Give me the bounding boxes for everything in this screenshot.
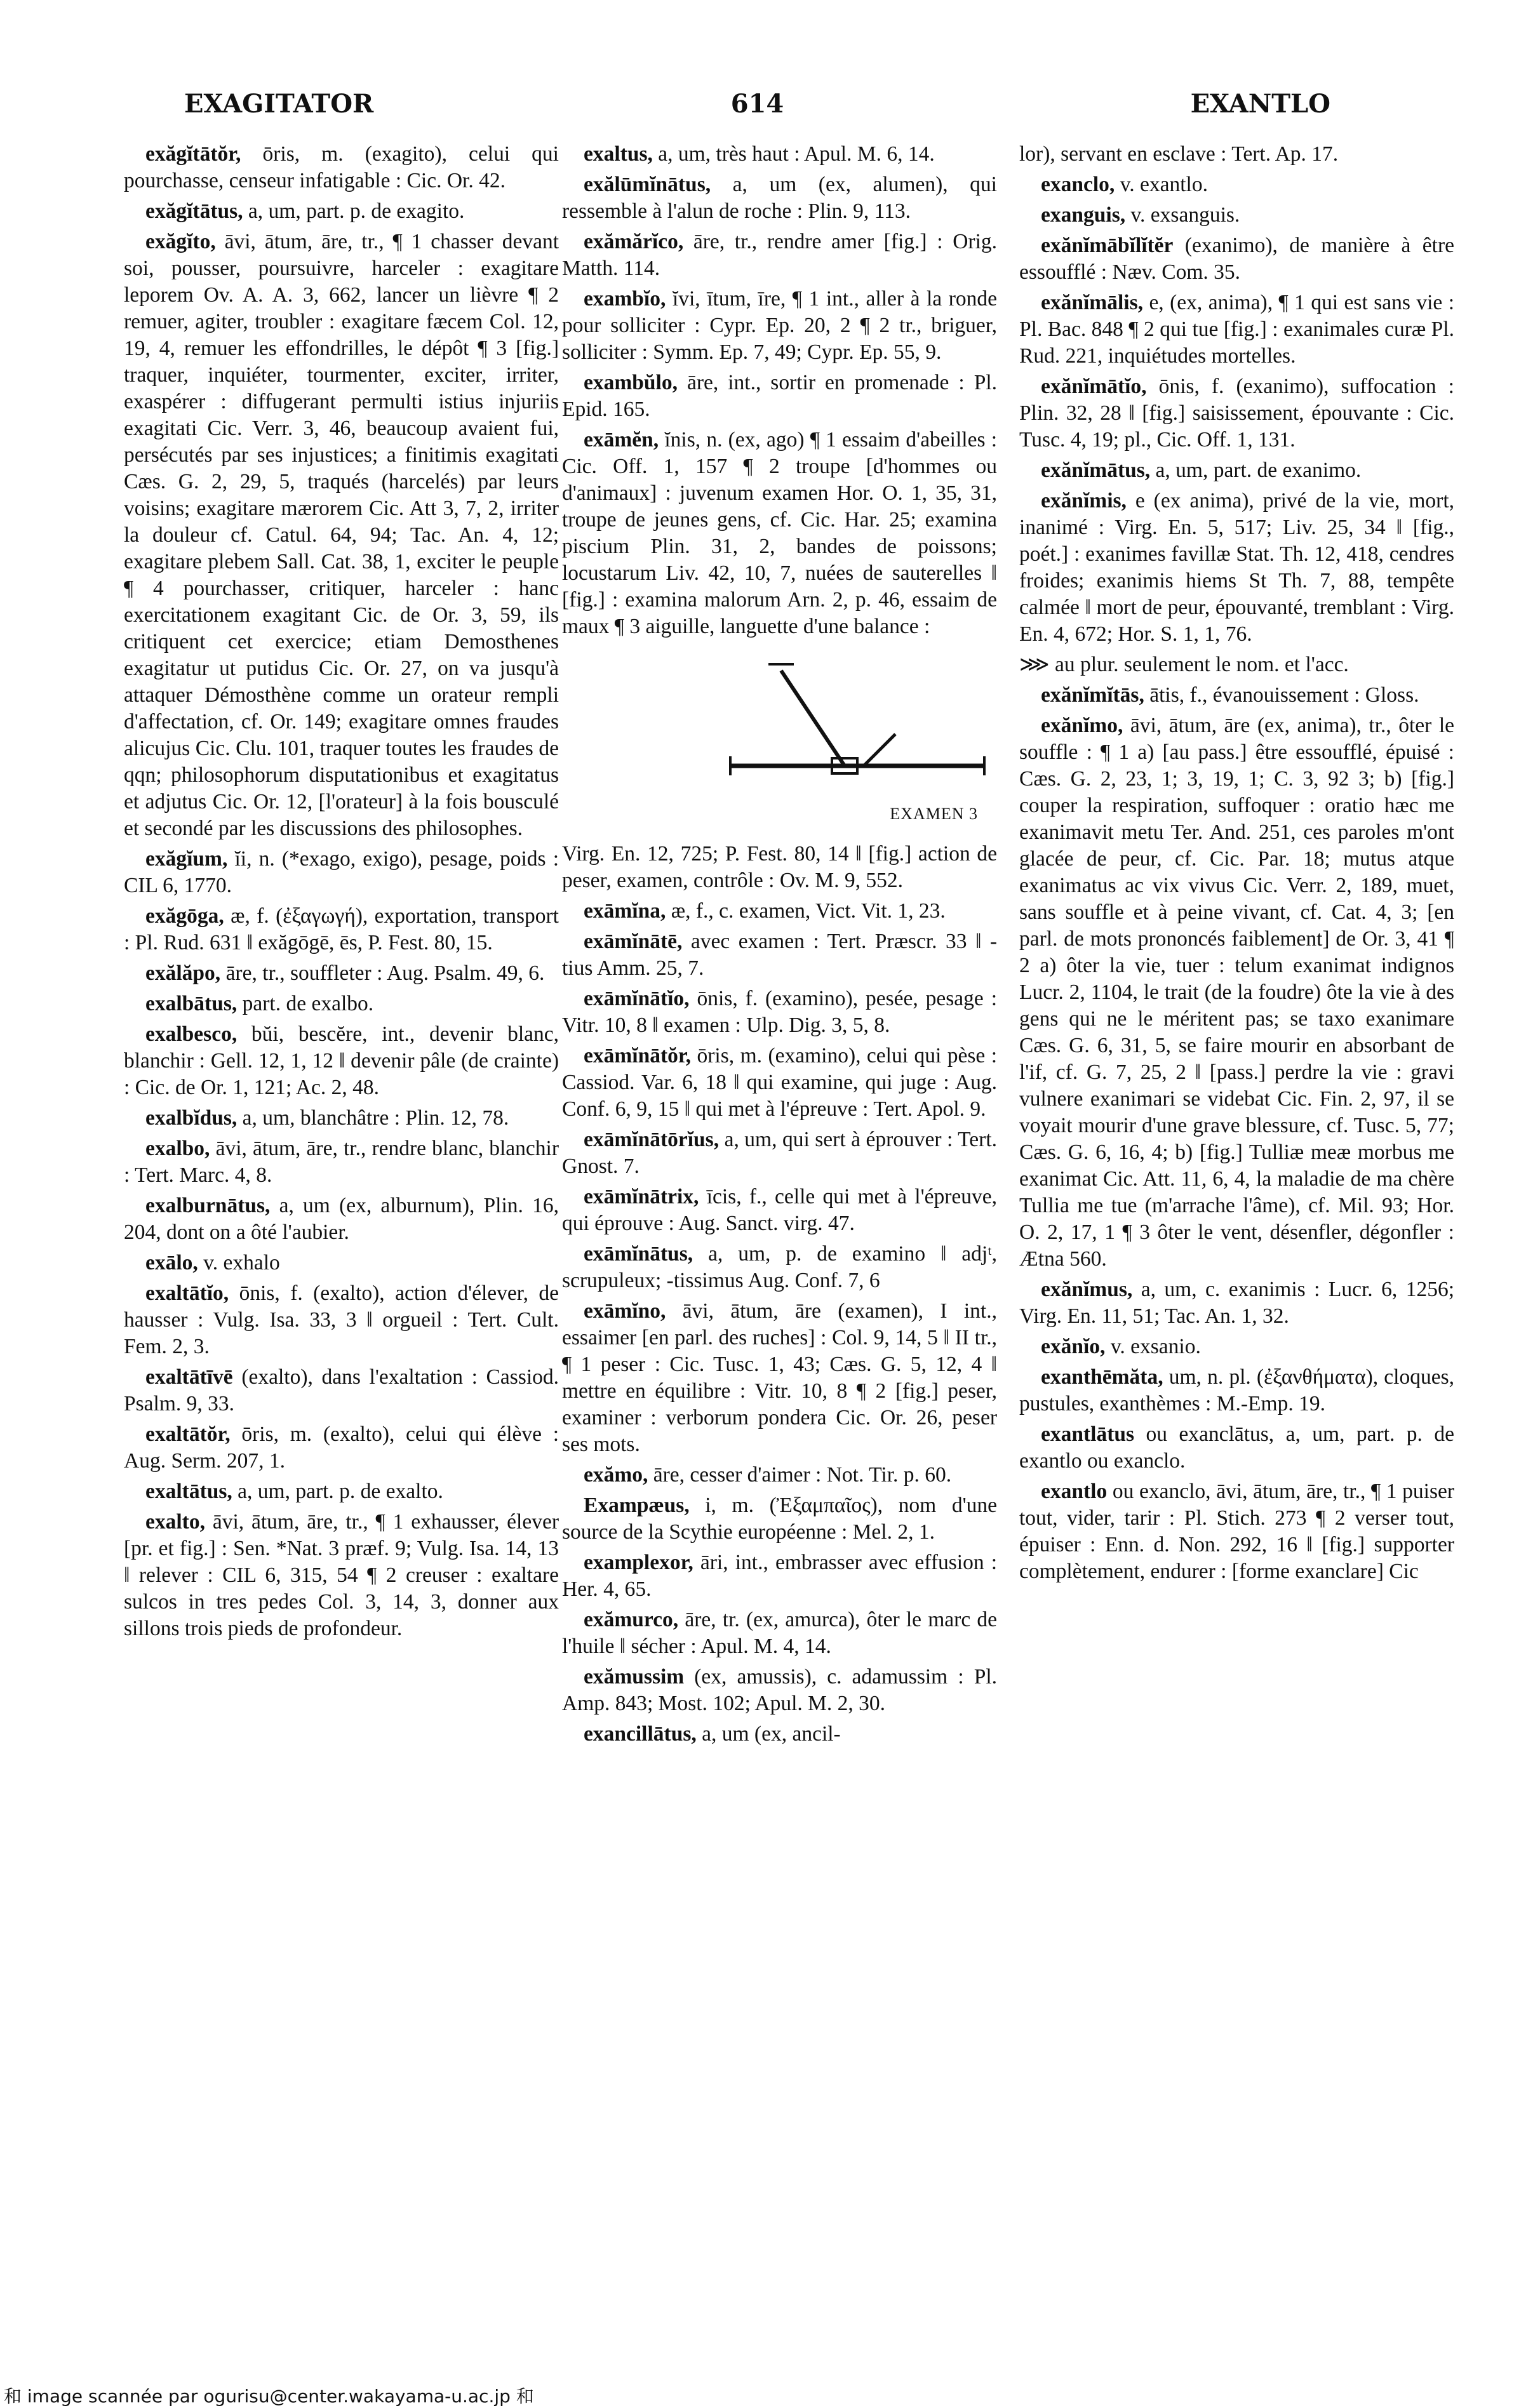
headword: exalto, [145,1510,205,1534]
dictionary-entry [124,198,559,225]
entry-definition: v. exantlo. [1120,173,1208,196]
entry-definition: ⋙ au plur. seulement le nom. et l'acc. [1019,653,1349,676]
dictionary-entry [1019,171,1454,198]
dictionary-entry [562,898,997,925]
entry-definition: (exalto), dans l'exaltation : Cassiod. Psalm. 9, 33. [124,1365,559,1415]
headword: exănĭmĭtās, [1041,683,1144,707]
headword: exāmĭna, [584,899,666,923]
entry-definition: ou exanclātus, a, um, part. p. de exantlo ou exanclo. [1019,1422,1454,1473]
dictionary-entry [1019,373,1454,453]
headword: exămo, [584,1463,648,1487]
dictionary-entry [124,1509,559,1642]
entry-definition: a, um, part. p. de exalto. [238,1480,443,1503]
entry-definition: ĭnis, n. (ex, ago) ¶ 1 essaim d'abeilles : Cic. Off. 1, 157 ¶ 2 troupe [d'hommes ou d'animaux] : juvenum examen Hor. O. 1, 35, 31, troupe de jeunes gens, cf. Cic. Har. 25; examina piscium Plin. 31, 2, bandes de poissons; locustarum Liv. 42, 10, 7, nuées de sauterelles ‖ [fig.] : examina malorum Arn. 2, p. 46, essaim de maux ¶ 3 aiguille, languette d'une balance : [562,428,998,638]
running-head-left: EXAGITATOR [184,89,374,119]
headword: exănĭmis, [1041,489,1127,512]
entry-definition: a, um, c. exanimis : Lucr. 6, 1256; Virg. En. 11, 51; Tac. An. 1, 32. [1019,1278,1454,1328]
balance-needle-figure [562,645,997,836]
entry-definition: ōris, m. (exalto), celui qui élève : Aug. Serm. 207, 1. [124,1422,559,1473]
dictionary-entry [562,1241,997,1294]
entry-definition: bŭi, bescĕre, int., devenir blanc, blanchir : Gell. 12, 1, 12 ‖ devenir pâle (de crainte) : Cic. de Or. 1, 121; Ac. 2, 48. [124,1022,559,1099]
dictionary-entry [1019,488,1454,648]
dictionary-entry [562,1127,997,1180]
entry-definition: āri, int., embrasser avec effusion : Her. 4, 65. [562,1551,997,1601]
headword: exănĭmus, [1041,1278,1133,1301]
entry-definition: Virg. En. 12, 725; P. Fest. 80, 14 ‖ [fig.] action de peser, examen, contrôle : Ov. M. 9, 552. [562,842,997,892]
dictionary-entry [1019,682,1454,709]
headword: exăgōga, [145,904,224,928]
dictionary-entry [1019,141,1454,168]
entry-definition: a, um, p. de examino ‖ adjᵗ, scrupuleux; -tissimus Aug. Conf. 7, 6 [562,1242,997,1292]
headword: exalbo, [145,1137,210,1160]
entry-definition: āre, tr., rendre amer [fig.] : Orig. Matth. 114. [562,230,998,280]
entry-definition: (ex, amussis), c. adamussim : Pl. Amp. 843; Most. 102; Apul. M. 2, 30. [562,1665,998,1715]
headword: exănĭmābĭlĭtĕr [1041,234,1174,257]
dictionary-entry [562,141,997,168]
headword: exănĭo, [1041,1335,1106,1358]
entry-definition: ātis, f., évanouissement : Gloss. [1149,683,1419,707]
entry-definition: a, um (ex, alumen), qui ressemble à l'alun de roche : Plin. 9, 113. [562,173,997,223]
dictionary-entry [562,1462,997,1488]
dictionary-entry [1019,202,1454,229]
dictionary-entry [124,1478,559,1505]
dictionary-entry [562,1664,997,1717]
entry-definition: avec examen : Tert. Præscr. 33 ‖ -tius Amm. 25, 7. [562,930,998,980]
entry-definition: a, um (ex, ancil- [702,1722,841,1746]
dictionary-entry [124,960,559,987]
dictionary-entry [1019,232,1454,286]
dictionary-entry [562,1184,997,1237]
entry-definition: a, um, blanchâtre : Plin. 12, 78. [242,1106,509,1130]
entry-definition: æ, f., c. examen, Vict. Vit. 1, 23. [671,899,946,923]
headword: exāmĭnātē, [584,930,683,953]
dictionary-entry [124,1421,559,1475]
headword: exāmĭnātĭo, [584,987,690,1010]
headword: exăgĭum, [145,847,228,871]
dictionary-entry [124,903,559,956]
headword: Exampæus, [584,1494,690,1517]
headword: exāmĕn, [584,428,659,452]
entry-definition: ĭi, n. (*exago, exigo), pesage, poids : CIL 6, 1770. [124,847,559,897]
dictionary-entry [124,229,559,842]
dictionary-entry [562,370,997,423]
headword: exancillātus, [584,1722,697,1746]
dictionary-entry [124,1280,559,1360]
dictionary-entry [124,1135,559,1189]
dictionary-entry [562,841,997,894]
headword: exāmĭno, [584,1299,666,1323]
headword: exaltātĭo, [145,1281,229,1305]
entry-definition: āvi, ātum, āre (ex, anima), tr., ôter le souffle : ¶ 1 a) [au pass.] être essoufflé, épuisé : Cæs. G. 2, 23, 1; 3, 19, 1; C. 3, 92 3; b) [fig.] couper la respiration, suffoquer : oratio hæc me exanimavit metu Ter. And. 251, ces paroles m'ont glacée de peur, cf. Cic. Par. 18; mutus atque exanimatus ac vix vivus Cic. Verr. 2, 189, muet, sans souffle et à peine vivant, cf. Cat. 4, 3; [en parl. de mots prononcés faiblement] de Or. 3, 41 ¶ 2 a) ôter la vie, tuer : telum exanimat indignos Lucr. 2, 1104, le trait (de la foudre) ôte la vie à des gens qui ne le méritent pas; se taxo exanimare Cæs. G. 6, 31, 5, se faire mourir en absorbant de l'if, cf. G. 7, 25, 2 ‖ [pass.] perdre la vie : gravi vulnere exanimari se videbat Cic. Fin. 2, 97, il se voyait mourir d'une grave blessure, cf. Tusc. 5, 77; Cæs. G. 6, 16, 4; b) [fig.] Tulliæ meæ morbus me exanimat Cic. Att. 11, 6, 4, la maladie de ma chère Tullia me tue (m'arrache l'âme), cf. Mil. 93; Hor. O. 2, 17, 1 ¶ 3 ôter le vent, désenfler, dégonfler : Ætna 560. [1019,714,1454,1271]
entry-definition: e, (ex, anima), ¶ 1 qui est sans vie : Pl. Bac. 848 ¶ 2 qui tue [fig.] : exanimales curæ Pl. Rud. 221, inquiétudes mortelles. [1019,291,1455,368]
entry-definition: ōnis, f. (examino), pesée, pesage : Vitr. 10, 8 ‖ examen : Ulp. Dig. 3, 5, 8. [562,987,997,1037]
headword: examplexor, [584,1551,693,1574]
entry-definition: āre, tr. (ex, amurca), ôter le marc de l'huile ‖ sécher : Apul. M. 4, 14. [562,1608,997,1658]
headword: exāmĭnātŏr, [584,1044,692,1067]
entry-definition: i, m. (Ἐξαμπαῖος), nom d'une source de la Scythie européenne : Mel. 2, 1. [562,1494,997,1544]
dictionary-entry [562,229,997,282]
dictionary-entry [1019,1276,1454,1330]
headword: exaltātŏr, [145,1422,231,1446]
entry-definition: v. exsanio. [1110,1335,1201,1358]
dictionary-entry [124,1193,559,1246]
headword: exālo, [145,1251,198,1274]
entry-definition: a, um, part. p. de exagito. [248,199,465,223]
entry-definition: e (ex anima), privé de la vie, mort, inanimé : Virg. En. 5, 517; Liv. 25, 34 ‖ [fig., poét.] : exanimes favillæ Stat. Th. 12, 418, cendres froides; exanimis hiems St Th. 7, 88, tempête calmée ‖ mort de peur, épouvanté, tremblant : Virg. En. 4, 672; Hor. S. 1, 1, 76. [1019,489,1454,646]
entry-definition: āvi, ātum, āre, tr., ¶ 1 chasser devant soi, pousser, poursuivre, harceler : exagitare leporem Ov. A. A. 3, 662, lancer un lièvre ¶ 2 remuer, agiter, troubler : exagitare fæcem Col. 12, 19, 4, remuer les effondrilles, le dépôt ¶ 3 [fig.] traquer, inquiéter, tourmenter, exciter, irriter, exaspérer : diffugerant permulti istius injuriis exagitati Cic. Verr. 3, 46, beaucoup avaient fui, persécutés par ses injustices; a finitimis exagitati Cæs. G. 2, 29, 5, traqués (harcelés) par leurs voisins; exagitare mærorem Cic. Att 3, 7, 2, irriter la douleur cf. Catul. 64, 94; Tac. An. 4, 12; exagitare plebem Sall. Cat. 38, 1, exciter le peuple ¶ 4 pourchasser, critiquer, harceler : hanc exercitationem exagitant Cic. de Or. 3, 59, ils critiquent cet exercice; etiam Demosthenes exagitatur ut putidus Cic. Or. 27, on va jusqu'à attaquer Démosthène comme un orateur rempli d'affectation, cf. Or. 149; exagitare omnes fraudes alicujus Cic. Clu. 101, traquer toutes les fraudes de qqn; philosophorum disputationibus et exagitatus et adjutus Cic. Or. 12, [l'orateur] à la fois bousculé et secondé par les discussions des philosophes. [124,230,559,840]
dictionary-entry [562,1721,997,1748]
headword: exaltātus, [145,1480,232,1503]
column-1 [124,141,559,1646]
entry-definition: āvi, ātum, āre, tr., ¶ 1 exhausser, élever [pr. et fig.] : Sen. *Nat. 3 præf. 9; Vulg. Isa. 14, 13 ‖ relever : CIL 6, 315, 54 ¶ 2 creuser : exaltare sulcos in tres pedes Col. 3, 14, 3, donner aux sillons trois pieds de profondeur. [124,1510,559,1640]
page-number: 614 [730,89,784,119]
headword: exantlo [1041,1480,1108,1503]
headword: exāmĭnātrix, [584,1185,699,1208]
dictionary-entry [562,1298,997,1458]
entry-definition: īcis, f., celle qui met à l'épreuve, qui éprouve : Aug. Sanct. virg. 47. [562,1185,998,1235]
headword: exalbĭdus, [145,1106,238,1130]
entry-definition: v. exhalo [203,1251,280,1274]
headword: exanclo, [1041,173,1115,196]
dictionary-entry [562,928,997,982]
dictionary-entry [1019,1334,1454,1360]
dictionary-entry [124,1105,559,1132]
headword: exănĭmo, [1041,714,1123,737]
dictionary-entry [1019,290,1454,370]
entry-definition: āre, int., sortir en promenade : Pl. Epid. 165. [562,371,998,421]
headword: exănĭmātĭo, [1041,375,1147,398]
headword: exaltus, [584,142,653,166]
headword: exămussim [584,1665,685,1689]
dictionary-entry [562,1043,997,1123]
dictionary-entry [1019,1421,1454,1475]
column-2 [562,141,997,1751]
headword: exambĭo, [584,287,666,311]
headword: exăgĭtātŏr, [145,142,241,166]
balance-needle-icon [705,645,997,798]
entry-definition: ĭvi, ītum, īre, ¶ 1 int., aller à la ronde pour solliciter : Cypr. Ep. 20, 2 ¶ 2 tr., briguer, solliciter : Symm. Ep. 7, 49; Cypr. Ep. 55, 9. [562,287,998,364]
headword: exalbātus, [145,992,238,1015]
entry-definition: āvi, ātum, āre, tr., rendre blanc, blanchir : Tert. Marc. 4, 8. [124,1137,559,1187]
entry-definition: ōnis, f. (exalto), action d'élever, de hausser : Vulg. Isa. 33, 3 ‖ orgueil : Tert. Cult. Fem. 2, 3. [124,1281,559,1358]
entry-definition: um, n. pl. (ἐξανθήματα), cloques, pustules, exanthèmes : M.-Emp. 19. [1019,1365,1455,1415]
dictionary-entry [124,1021,559,1101]
dictionary-entry [124,1250,559,1276]
running-head-right: EXANTLO [1190,89,1330,119]
dictionary-entry [124,991,559,1017]
entry-definition: a, um, très haut : Apul. M. 6, 14. [658,142,935,166]
dictionary-entry [124,1364,559,1417]
entry-definition: v. exsanguis. [1130,203,1240,227]
entry-definition: āre, tr., souffleter : Aug. Psalm. 49, 6. [225,961,545,985]
dictionary-entry [124,141,559,194]
dictionary-entry [562,427,997,640]
headword: exalbesco, [145,1022,238,1046]
dictionary-entry [562,1549,997,1603]
entry-definition: ōris, m. (examino), celui qui pèse : Cassiod. Var. 6, 18 ‖ qui examine, qui juge : Aug. Conf. 6, 9, 15 ‖ qui met à l'épreuve : Tert. Apol. 9. [562,1044,998,1121]
headword: exălăpo, [145,961,221,985]
entry-definition: āvi, ātum, āre (examen), I int., essaimer [en parl. des ruches] : Col. 9, 14, 5 ‖ II tr., ¶ 1 peser : Cic. Tusc. 1, 43; Cæs. G. 5, 12, 4 ‖ mettre en équilibre : Vitr. 10, 8 ¶ 2 [fig.] peser, examiner : verborum pondera Cic. Or. 26, peser ses mots. [562,1299,997,1456]
dictionary-entry [1019,1364,1454,1417]
headword: exanguis, [1041,203,1126,227]
headword: exălūmĭnātus, [584,173,711,196]
headword: exănĭmātus, [1041,458,1151,482]
entry-definition: a, um, qui sert à éprouver : Tert. Gnost. 7. [562,1128,997,1178]
dictionary-entry [562,986,997,1039]
entry-definition: (exanimo), de manière à être essoufflé : Næv. Com. 35. [1019,234,1455,284]
headword: exaltātīvē [145,1365,233,1389]
headword: exambŭlo, [584,371,678,394]
dictionary-entry [1019,457,1454,484]
dictionary-entry [124,846,559,899]
dictionary-entry [562,286,997,366]
dictionary-entry [562,1492,997,1546]
dictionary-entry [562,1607,997,1660]
headword: exăgĭtātus, [145,199,243,223]
scan-credit: 和 image scannée par ogurisu@center.wakayama-u.ac.jp 和 [4,2386,534,2407]
dictionary-entry [1019,652,1454,678]
dictionary-entry [562,171,997,225]
headword: exămărĭco, [584,230,684,253]
figure-caption: EXAMEN 3 [890,805,978,823]
dictionary-entry [1019,712,1454,1273]
headword: exanthēmăta, [1041,1365,1163,1389]
dictionary-entry [1019,1478,1454,1585]
entry-definition: æ, f. (ἐξαγωγή), exportation, transport : Pl. Rud. 631 ‖ exăgōgē, ēs, P. Fest. 80, 15. [124,904,559,954]
headword: exămurco, [584,1608,679,1631]
column-3 [1019,141,1454,1589]
page-header [184,89,1330,127]
entry-definition: a, um (ex, alburnum), Plin. 16, 204, dont on a ôté l'aubier. [124,1194,559,1244]
entry-definition: ou exanclo, āvi, ātum, āre, tr., ¶ 1 puiser tout, vider, tarir : Pl. Stich. 273 ¶ 2 verser tout, épuiser : Enn. d. Non. 292, 16 ‖ [fig.] supporter complètement, endurer : [forme exanclare] Cic [1019,1480,1455,1583]
entry-definition: a, um, part. de exanimo. [1155,458,1362,482]
entry-definition: āre, cesser d'aimer : Not. Tir. p. 60. [653,1463,952,1487]
entry-definition: ōris, m. (exagito), celui qui pourchasse, censeur infatigable : Cic. Or. 42. [124,142,559,192]
headword: exănĭmālis, [1041,291,1143,314]
headword: exăgĭto, [145,230,216,253]
entry-definition: part. de exalbo. [242,992,374,1015]
headword: exāmĭnātus, [584,1242,693,1266]
headword: exāmĭnātōrĭus, [584,1128,720,1151]
headword: exantlātus [1041,1422,1135,1446]
headword: exalburnātus, [145,1194,271,1217]
entry-definition: lor), servant en esclave : Tert. Ap. 17. [1019,142,1339,166]
entry-definition: ōnis, f. (exanimo), suffocation : Plin. 32, 28 ‖ [fig.] saisissement, épouvante : Cic. Tusc. 4, 19; pl., Cic. Off. 1, 131. [1019,375,1454,452]
